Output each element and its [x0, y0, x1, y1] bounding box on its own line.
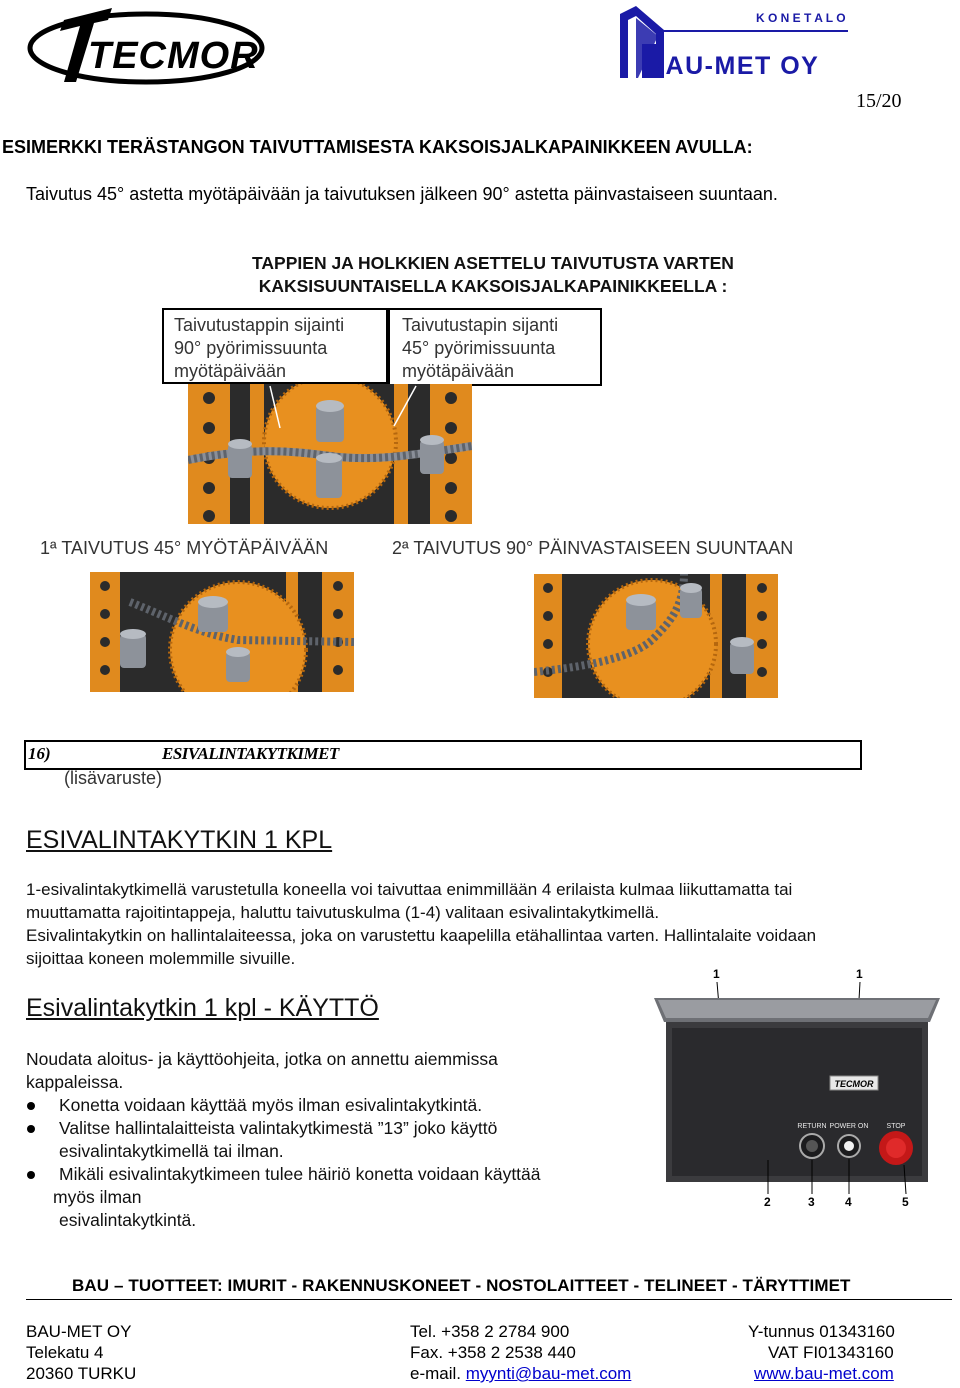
bullet-text: myös ilman: [53, 1187, 142, 1207]
callout-right-line3: myötäpäivään: [402, 361, 515, 381]
footer-address: [26, 1321, 136, 1384]
bau-met-logo: [616, 4, 848, 82]
caption-first-bend: 1ª TAIVUTUS 45° MYÖTÄPÄIVÄÄN: [40, 538, 329, 558]
bullet-text: esivalintakytkintä.: [59, 1210, 197, 1230]
tecmor-logo: [24, 4, 268, 88]
bullet-item: [26, 1117, 636, 1163]
caption-second-bend: 2ª TAIVUTUS 90° PÄINVASTAISEEN SUUNTAAN: [392, 538, 794, 558]
preselector-description: [26, 878, 960, 970]
footer-vat: VAT FI01343160: [768, 1343, 894, 1362]
panel-brand-label: TECMOR: [834, 1079, 874, 1089]
panel-callout-1b: 1: [856, 967, 863, 981]
usage-intro-line: kappaleissa.: [26, 1072, 124, 1092]
footer-registration: [748, 1321, 895, 1384]
footer-fax: Fax. +358 2 2538 440: [410, 1343, 576, 1362]
second-bend-photo: [534, 574, 778, 698]
bullet-icon: [27, 1125, 35, 1133]
control-panel-photo: [650, 962, 940, 1212]
footer-product-banner: BAU – TUOTTEET: IMURIT - RAKENNUSKONEET - NOSTOLAITTEET - TELINEET - TÄRYTTIMET: [72, 1276, 851, 1295]
paragraph-line: muuttamatta rajoitintappeja, haluttu taivutuskulma (1-4) valitaan esivalintakytkimellä.: [26, 903, 660, 922]
first-bend-photo: [90, 572, 354, 692]
panel-callout-5: 5: [902, 1195, 909, 1209]
footer-business-id: Y-tunnus 01343160: [748, 1322, 895, 1341]
panel-stop-label: STOP: [886, 1123, 906, 1130]
callout-left-line3: myötäpäivään: [174, 361, 287, 381]
footer-phone: Tel. +358 2 2784 900: [410, 1322, 570, 1341]
callout-right-line2: 45° pyörimissuunta: [402, 338, 556, 358]
section16-title: ESIVALINTAKYTKIMET: [162, 744, 339, 763]
paragraph-line: Esivalintakytkin on hallintalaiteessa, joka on varustettu kaapelilla etähallintaa varten. Hallintalaite voidaan: [26, 926, 817, 945]
preselector-heading: ESIVALINTAKYTKIN 1 KPL: [26, 826, 333, 854]
usage-heading: Esivalintakytkin 1 kpl - KÄYTTÖ: [26, 994, 379, 1022]
section16-header-box: [24, 740, 862, 770]
panel-callout-4: 4: [845, 1195, 852, 1209]
footer-website-link[interactable]: www.bau-met.com: [754, 1364, 894, 1383]
bullet-item: [26, 1094, 636, 1117]
footer-email-link[interactable]: myynti@bau-met.com: [465, 1364, 632, 1383]
paragraph-line: 1-esivalintakytkimellä varustetulla koneella voi taivuttaa enimmillään 4 erilaista kulmaa liikuttamatta tai: [26, 880, 793, 899]
panel-callout-3: 3: [808, 1195, 815, 1209]
page-number: 15/20: [856, 90, 902, 112]
section16-number: 16): [28, 744, 51, 763]
bullet-icon: [27, 1171, 35, 1179]
pin-setup-photo: [188, 384, 472, 524]
bullet-text: esivalintakytkimellä tai ilman.: [59, 1141, 284, 1161]
footer-email-label: e-mail.: [410, 1364, 462, 1383]
diagram-title: [180, 252, 806, 298]
footer-street: Telekatu 4: [26, 1343, 104, 1362]
intro-text: Taivutus 45° astetta myötäpäivään ja taivutuksen jälkeen 90° astetta päinvastaiseen suuntaan.: [26, 184, 778, 204]
bullet-text: Valitse hallintalaitteista valintakytkimestä ”13” joko käyttö: [59, 1118, 498, 1138]
diagram-title-line1: TAPPIEN JA HOLKKIEN ASETTELU TAIVUTUSTA VARTEN: [252, 253, 734, 273]
panel-callout-2: 2: [764, 1195, 771, 1209]
bau-met-logo-text: BAU-MET OY: [646, 52, 820, 80]
footer-email-row: [410, 1363, 631, 1384]
diagram-title-line2: KAKSISUUNTAISELLA KAKSOISJALKAPAINIKKEELLA :: [258, 276, 728, 296]
usage-instructions: [26, 1048, 636, 1232]
footer-city: 20360 TURKU: [26, 1364, 137, 1383]
bullet-icon: [27, 1102, 35, 1110]
callout-right: [388, 308, 602, 386]
panel-return-label: RETURN: [797, 1123, 827, 1130]
callout-left: [162, 308, 388, 384]
section16-subtitle: (lisävaruste): [64, 768, 163, 788]
panel-callout-1a: 1: [713, 967, 720, 981]
callout-left-line2: 90° pyörimissuunta: [174, 338, 328, 358]
bau-met-tagline: K O N E T A L O: [756, 11, 846, 25]
bullet-item: [26, 1163, 636, 1232]
panel-power-label: POWER ON: [829, 1123, 869, 1130]
paragraph-line: sijoittaa koneen molemmille sivuille.: [26, 949, 296, 968]
callout-left-line1: Taivutustappin sijainti: [174, 315, 345, 335]
footer-divider: [26, 1299, 952, 1300]
footer-company: BAU-MET OY: [26, 1322, 132, 1341]
callout-right-line1: Taivutustapin sijanti: [402, 315, 559, 335]
tecmor-logo-text: TECMOR: [88, 35, 259, 77]
usage-intro-line: Noudata aloitus- ja käyttöohjeita, jotka on annettu aiemmissa: [26, 1049, 498, 1069]
footer-contact: [410, 1321, 631, 1384]
section-heading: ESIMERKKI TERÄSTANGON TAIVUTTAMISESTA KAKSOISJALKAPAINIKKEEN AVULLA:: [2, 137, 753, 157]
bullet-text: Konetta voidaan käyttää myös ilman esivalintakytkintä.: [59, 1095, 483, 1115]
bullet-text: Mikäli esivalintakytkimeen tulee häiriö konetta voidaan käyttää: [59, 1164, 541, 1184]
